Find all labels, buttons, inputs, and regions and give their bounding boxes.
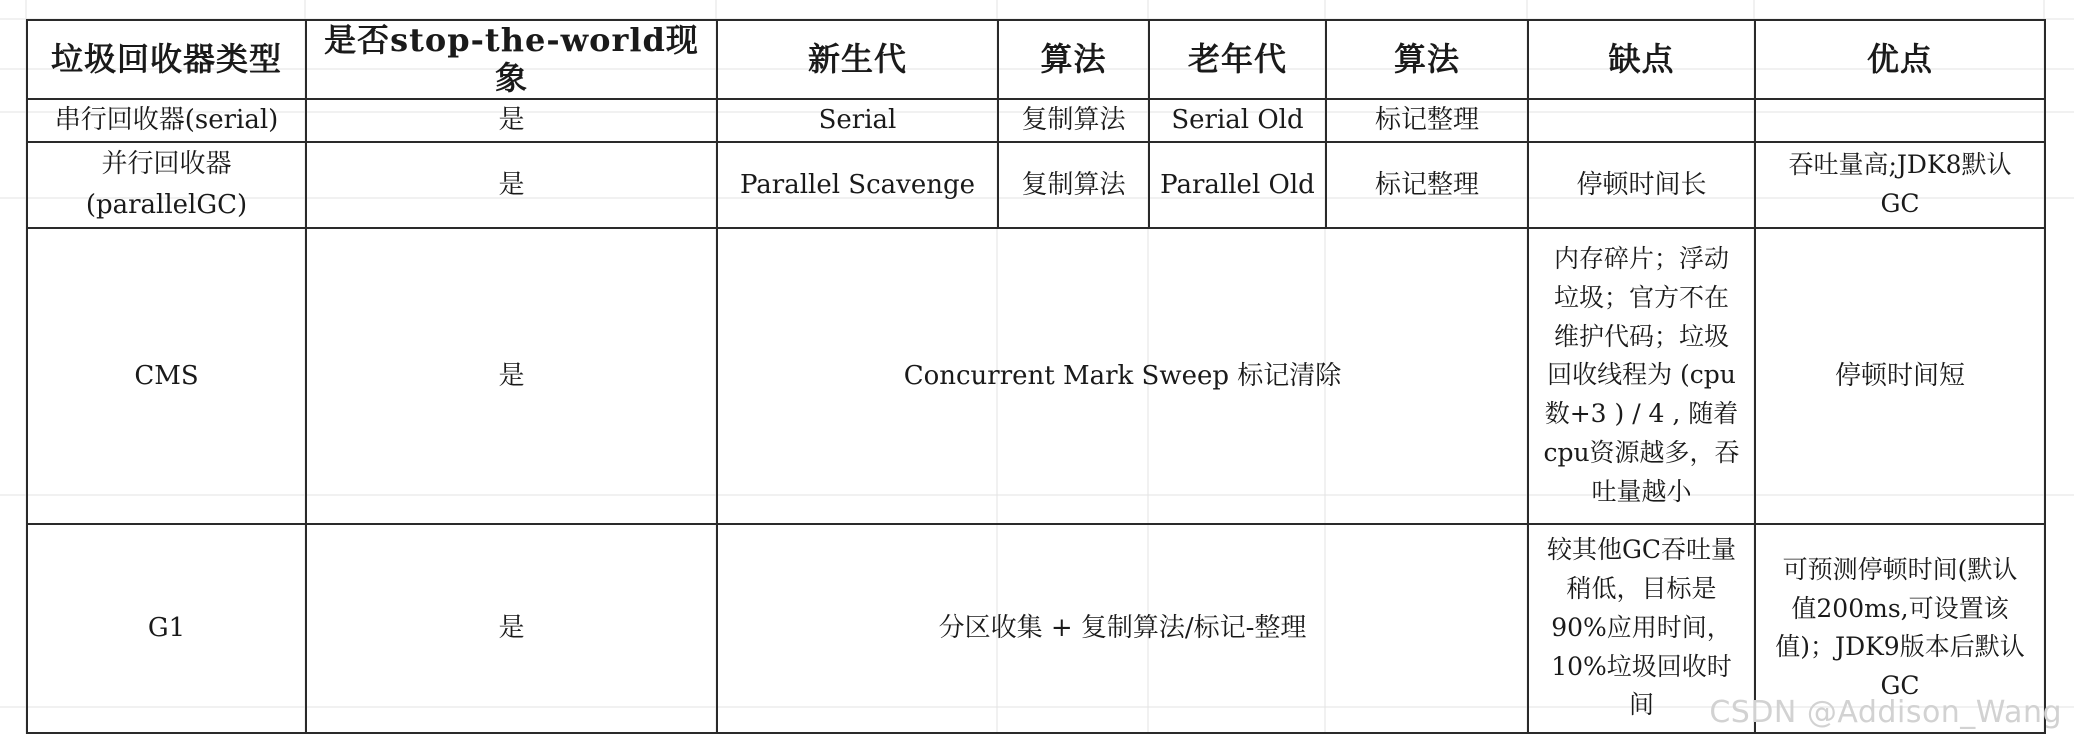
cms-advantages: 停顿时间短 (1755, 228, 2045, 524)
header-advantages: 优点 (1755, 20, 2045, 99)
cms-drawbacks-line: cpu资源越多，吞 (1543, 437, 1740, 467)
serial-old: Serial Old (1149, 99, 1326, 142)
header-row (27, 20, 2045, 99)
parallel-advantages (1755, 142, 2045, 228)
g1-advantages-line: 可预测停顿时间(默认 (1782, 554, 2018, 584)
g1-advantages-line: GC (1880, 671, 1920, 701)
gc-comparison-table (26, 19, 2046, 734)
parallel-drawbacks: 停顿时间长 (1528, 142, 1755, 228)
header-young-algorithm: 算法 (998, 20, 1149, 99)
g1-algorithm: 分区收集 + 复制算法/标记-整理 (717, 524, 1528, 733)
serial-drawbacks (1528, 99, 1755, 142)
cms-algorithm: Concurrent Mark Sweep 标记清除 (717, 228, 1528, 524)
g1-drawbacks-line: 稍低，目标是 (1566, 574, 1717, 604)
cms-drawbacks-line: 垃圾；官方不在 (1553, 282, 1729, 312)
g1-advantages-line: 值200ms,可设置该 (1791, 593, 2009, 623)
cms-drawbacks-line: 吐量越小 (1591, 476, 1692, 506)
parallel-old-algorithm: 标记整理 (1326, 142, 1528, 228)
cms-drawbacks-line: 维护代码；垃圾 (1553, 321, 1729, 351)
parallel-stw: 是 (306, 142, 717, 228)
table-row-cms (27, 228, 2045, 524)
cms-stw: 是 (306, 228, 717, 524)
cms-drawbacks-line: 数+3 ) / 4 , 随着 (1544, 399, 1739, 429)
table-row-parallel (27, 142, 2045, 228)
header-young-generation: 新生代 (717, 20, 998, 99)
cms-drawbacks-line: 回收线程为 (cpu (1547, 360, 1736, 390)
serial-stw: 是 (306, 99, 717, 142)
csdn-watermark: CSDN @Addison_Wang (1709, 695, 2062, 730)
serial-type: 串行回收器(serial) (27, 99, 306, 142)
parallel-advantages-line1: 吞吐量高;JDK8默认 (1788, 150, 2012, 180)
serial-old-algorithm: 标记整理 (1326, 99, 1528, 142)
g1-drawbacks-line: 90%应用时间， (1551, 612, 1732, 642)
cms-drawbacks-line: 内存碎片；浮动 (1553, 244, 1729, 274)
cms-type: CMS (27, 228, 306, 524)
serial-young: Serial (717, 99, 998, 142)
header-drawbacks: 缺点 (1528, 20, 1755, 99)
serial-advantages (1755, 99, 2045, 142)
g1-drawbacks-line: 较其他GC吞吐量 (1546, 535, 1737, 565)
header-stop-the-world: 是否stop-the-world现象 (306, 20, 717, 99)
cms-drawbacks (1528, 228, 1755, 524)
serial-young-algorithm: 复制算法 (998, 99, 1149, 142)
g1-stw: 是 (306, 524, 717, 733)
table-row-serial (27, 99, 2045, 142)
parallel-young-algorithm: 复制算法 (998, 142, 1149, 228)
header-collector-type: 垃圾回收器类型 (27, 20, 306, 99)
parallel-type-line2: (parallelGC) (85, 189, 248, 220)
g1-drawbacks-line: 10%垃圾回收时 (1551, 651, 1732, 681)
g1-advantages-line: 值)；JDK9版本后默认 (1775, 632, 2025, 662)
parallel-type-line1: 并行回收器 (101, 149, 232, 180)
header-old-generation: 老年代 (1149, 20, 1326, 99)
parallel-young: Parallel Scavenge (717, 142, 998, 228)
parallel-advantages-line2: GC (1880, 188, 1920, 218)
header-old-algorithm: 算法 (1326, 20, 1528, 99)
parallel-type (27, 142, 306, 228)
g1-type: G1 (27, 524, 306, 733)
parallel-old: Parallel Old (1149, 142, 1326, 228)
g1-drawbacks-line: 间 (1628, 690, 1654, 720)
